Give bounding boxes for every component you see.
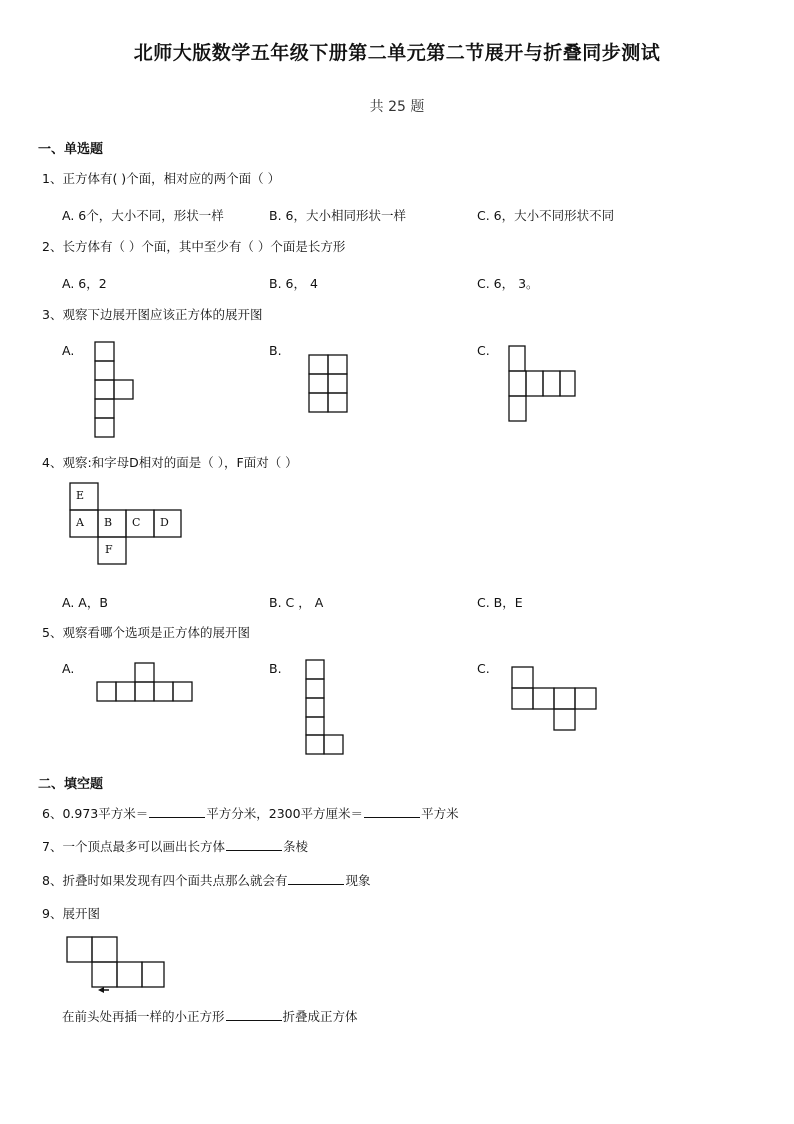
q9-answer-blank[interactable] <box>226 1009 282 1021</box>
q7-answer-blank[interactable] <box>226 839 282 851</box>
question-8 <box>42 871 370 889</box>
net-label-d: D <box>160 516 169 529</box>
q3-option-b[interactable]: B. <box>269 343 282 358</box>
q4-cube-net-figure <box>70 483 182 567</box>
question-4: 4、观察:和字母D相对的面是（ ），F面对（ ） <box>42 455 298 470</box>
q9-text-part-2: 折叠成正方体 <box>282 1009 358 1024</box>
q5-option-a[interactable]: A. <box>62 661 75 676</box>
arrow-marker-icon <box>98 987 109 993</box>
q3-net-a-figure <box>95 342 135 438</box>
q7-text-part-2: 条棱 <box>282 839 308 854</box>
q5-net-c-figure <box>512 667 598 731</box>
q2-option-c[interactable]: C. 6， 3。 <box>477 276 539 291</box>
question-9: 9、展开图 <box>42 906 100 921</box>
net-label-a: A <box>76 516 84 529</box>
net-label-b: B <box>104 516 113 529</box>
question-1: 1、正方体有( )个面，相对应的两个面（ ） <box>42 171 281 186</box>
q6-text-part-3: 平方米 <box>421 806 459 821</box>
q6-text-part-2: 平方分米，2300平方厘米＝ <box>206 806 364 821</box>
net-label-c: C <box>132 516 141 529</box>
q6-answer-blank-2[interactable] <box>364 806 420 818</box>
question-5: 5、观察看哪个选项是正方体的展开图 <box>42 625 250 640</box>
q1-option-c[interactable]: C. 6，大小不同形状不同 <box>477 208 615 223</box>
question-3: 3、观察下边展开图应该正方体的展开图 <box>42 307 263 322</box>
q5-net-b-figure <box>306 660 346 755</box>
q6-answer-blank-1[interactable] <box>149 806 205 818</box>
q5-option-b[interactable]: B. <box>269 661 282 676</box>
page-title: 北师大版数学五年级下册第二单元第二节展开与折叠同步测试 <box>133 42 661 64</box>
q8-text-part-2: 现象 <box>345 873 371 888</box>
q3-option-a[interactable]: A. <box>62 343 75 358</box>
section-fill-in: 二、填空题 <box>38 777 104 792</box>
q2-option-a[interactable]: A. 6，2 <box>62 276 107 291</box>
q4-option-b[interactable]: B. C ， A <box>269 595 324 610</box>
q1-option-b[interactable]: B. 6，大小相同形状一样 <box>269 208 406 223</box>
net-label-f: F <box>105 543 113 556</box>
question-2: 2、长方体有（ ）个面，其中至少有（ ）个面是长方形 <box>42 239 346 254</box>
q3-net-c-figure <box>509 346 577 422</box>
q9-text-part-1: 在前头处再插一样的小正方形 <box>62 1009 225 1024</box>
q2-option-b[interactable]: B. 6， 4 <box>269 276 318 291</box>
q9-instruction <box>62 1007 358 1025</box>
question-7 <box>42 837 308 855</box>
q9-net-figure <box>67 937 167 995</box>
question-6 <box>42 804 459 822</box>
net-label-e: E <box>76 489 85 502</box>
q1-option-a[interactable]: A. 6个，大小不同，形状一样 <box>62 208 224 223</box>
question-count: 共 25 题 <box>369 99 425 115</box>
q5-net-a-figure <box>97 663 193 703</box>
q5-option-c[interactable]: C. <box>477 661 490 676</box>
q3-option-c[interactable]: C. <box>477 343 490 358</box>
q3-net-b-figure <box>309 355 349 413</box>
q6-text-part-1: 6、0.973平方米＝ <box>42 806 149 821</box>
q4-option-a[interactable]: A. A，B <box>62 595 108 610</box>
section-single-choice: 一、单选题 <box>38 142 104 157</box>
q4-option-c[interactable]: C. B，E <box>477 595 523 610</box>
q8-text-part-1: 8、折叠时如果发现有四个面共点那么就会有 <box>42 873 288 888</box>
q7-text-part-1: 7、一个顶点最多可以画出长方体 <box>42 839 225 854</box>
q8-answer-blank[interactable] <box>288 873 344 885</box>
